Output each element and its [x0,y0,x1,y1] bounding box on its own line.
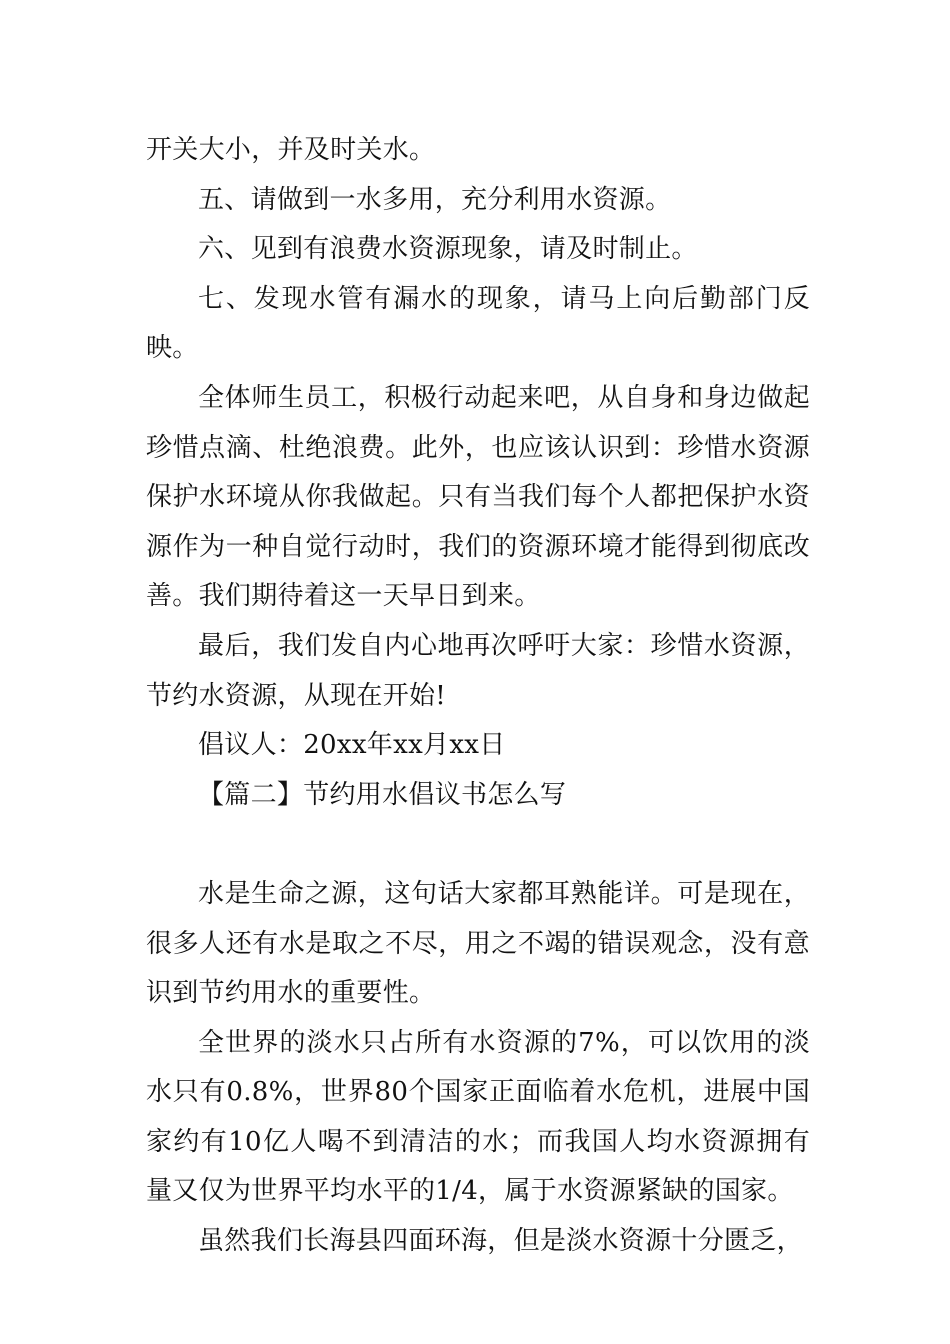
paragraph-water-statistics: 全世界的淡水只占所有水资源的7%，可以饮用的淡水只有0.8%，世界80个国家正面临着水危机，进展中国家约有10亿人喝不到清洁的水；而我国人均水资源拥有量又仅为世界平均水平的1/4，属于水资源紧缺的国家。 [146,1027,810,1207]
paragraph-item-six: 六、见到有浪费水资源现象，请及时制止。 [198,234,698,265]
paragraph-call-to-action: 全体师生员工，积极行动起来吧，从自身和身边做起珍惜点滴、杜绝浪费。此外，也应该认识到：珍惜水资源保护水环境从你我做起。只有当我们每个人都把保护水资源作为一种自觉行动时，我们的资源环境才能得到彻底改善。我们期待着这一天早日到来。 [146,382,810,612]
paragraph-signature: 倡议人：20xx年xx月xx日 [198,730,506,761]
paragraph-local-situation: 虽然我们长海县四面环海，但是淡水资源十分匮乏， [198,1226,803,1257]
paragraph-closing: 最后，我们发自内心地再次呼吁大家：珍惜水资源，节约水资源，从现在开始! [146,630,810,711]
paragraph-item-seven: 七、发现水管有漏水的现象，请马上向后勤部门反映。 [146,283,810,364]
paragraph-intro-end: 开关大小，并及时关水。 [146,135,436,165]
paragraph-water-source: 水是生命之源，这句话大家都耳熟能详。可是现在，很多人还有水是取之不尽，用之不竭的错误观念，没有意识到节约用水的重要性。 [146,878,810,1009]
section-heading: 【篇二】节约用水倡议书怎么写 [198,779,567,810]
blank-line [146,820,810,870]
document-body [146,126,810,1267]
paragraph-item-five: 五、请做到一水多用，充分利用水资源。 [198,184,672,215]
